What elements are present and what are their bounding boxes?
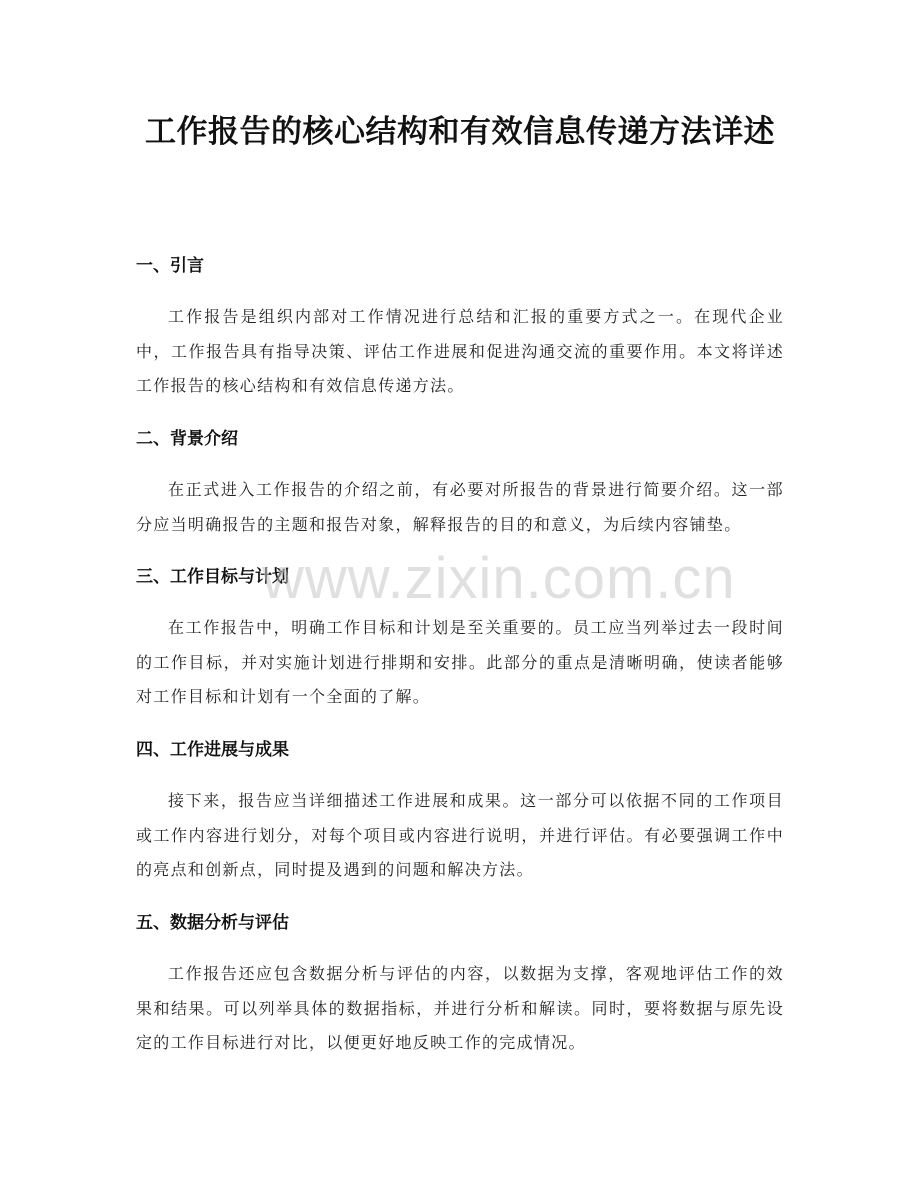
section-body-progress-results: 接下来，报告应当详细描述工作进展和成果。这一部分可以依据不同的工作项目或工作内容进行划分，对每个项目或内容进行说明，并进行评估。有必要强调工作中的亮点和创新点，同时提及遇到的问题和解决方法。	[136, 791, 784, 879]
section-body-introduction: 工作报告是组织内部对工作情况进行总结和汇报的重要方式之一。在现代企业中，工作报告具有指导决策、评估工作进展和促进沟通交流的重要作用。本文将详述工作报告的核心结构和有效信息传递方法。	[136, 307, 784, 395]
watermark-text: www.zixin.com.cn	[262, 546, 736, 611]
section-body-background: 在正式进入工作报告的介绍之前，有必要对所报告的背景进行简要介绍。这一部分应当明确报告的主题和报告对象，解释报告的目的和意义，为后续内容铺垫。	[136, 480, 784, 534]
section-body-data-analysis: 工作报告还应包含数据分析与评估的内容，以数据为支撑，客观地评估工作的效果和结果。可以列举具体的数据指标，并进行分析和解读。同时，要将数据与原先设定的工作目标进行对比，以便更好地反映工作的完成情况。	[136, 964, 784, 1052]
document-title: 工作报告的核心结构和有效信息传递方法详述	[145, 114, 775, 150]
section-body-goals-plans: 在工作报告中，明确工作目标和计划是至关重要的。员工应当列举过去一段时间的工作目标，并对实施计划进行排期和安排。此部分的重点是清晰明确，使读者能够对工作目标和计划有一个全面的了解。	[136, 618, 784, 706]
section-heading-data-analysis: 五、数据分析与评估	[136, 913, 289, 933]
section-heading-introduction: 一、引言	[136, 256, 204, 276]
section-heading-goals-plans: 三、工作目标与计划	[136, 567, 289, 587]
section-heading-background: 二、背景介绍	[136, 429, 238, 449]
section-heading-progress-results: 四、工作进展与成果	[136, 740, 289, 760]
